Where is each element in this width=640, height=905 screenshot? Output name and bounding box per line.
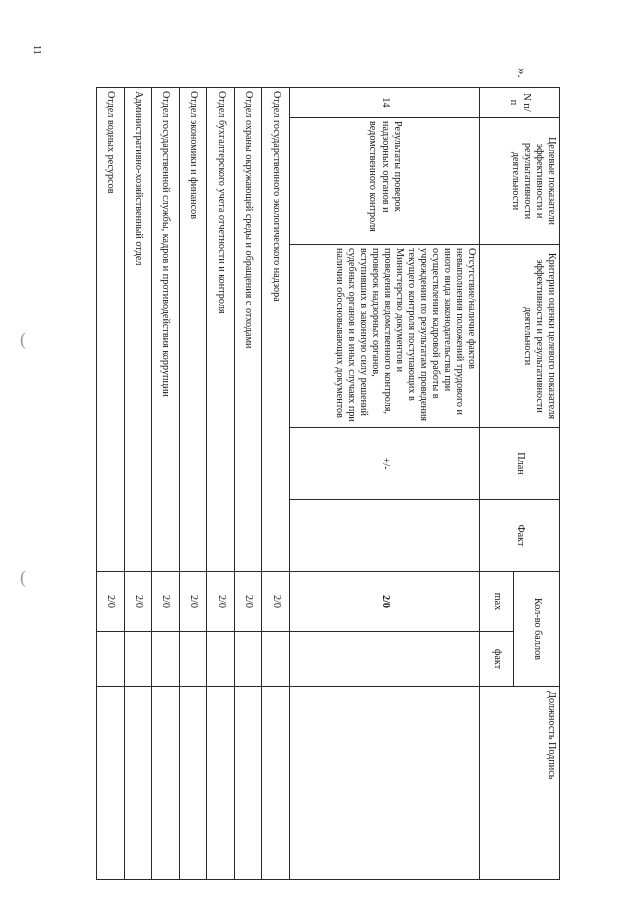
department-fact — [152, 632, 180, 687]
department-signature — [124, 687, 152, 880]
table-row — [97, 88, 125, 880]
header-points: Кол-во баллов — [514, 572, 560, 687]
department-name: Отдел экономики и финансов — [179, 88, 207, 572]
department-max: 2/0 — [207, 572, 235, 632]
department-name: Отдел государственной службы, кадров и противодействия коррупции — [152, 88, 180, 572]
header-plan: План — [480, 428, 560, 500]
table-row — [290, 88, 480, 880]
fact-points-cell — [290, 632, 480, 687]
table-row — [152, 88, 180, 880]
indicator-cell: Результаты проверок надзорных органов и ведомственного контроля — [290, 118, 480, 245]
page-number: 11 — [31, 45, 42, 55]
department-max: 2/0 — [234, 572, 262, 632]
scan-speck: ( — [20, 567, 26, 587]
department-fact — [207, 632, 235, 687]
department-max: 2/0 — [97, 572, 125, 632]
header-fact: Факт — [480, 500, 560, 572]
department-max: 2/0 — [124, 572, 152, 632]
department-signature — [262, 687, 290, 880]
department-fact — [97, 632, 125, 687]
table-row — [179, 88, 207, 880]
department-signature — [234, 687, 262, 880]
department-fact — [262, 632, 290, 687]
department-name: Отдел бухгалтерского учета отчетности и контроля — [207, 88, 235, 572]
department-name: Отдел водных ресурсов — [97, 88, 125, 572]
evaluation-table — [96, 87, 560, 880]
header-signature: Должность Подпись — [480, 687, 560, 880]
department-signature — [207, 687, 235, 880]
header-criteria: Критерии оценки целевого показателя эффективности и результативности деятельности — [480, 245, 560, 428]
max-points-cell: 2/0 — [290, 572, 480, 632]
header-fact-points: факт — [480, 632, 514, 687]
department-signature — [97, 687, 125, 880]
table-row — [234, 88, 262, 880]
header-indicators: Целевые показатели эффективности и результативности деятельности — [480, 118, 560, 245]
department-fact — [234, 632, 262, 687]
criteria-cell: Отсутствие/наличие фактов невыполнения положений трудового и иного вида законодательства при осуществлении кадровой работы в учреждении по результатам проведения текущего контроля поступающих в Министерство документов и проведения ведомственного контроля, проверок надзорных органов, вступивших в законную силу решений судебных органов и в иных случаях при наличии обосновывающих документов — [290, 245, 480, 428]
department-max: 2/0 — [152, 572, 180, 632]
department-max: 2/0 — [179, 572, 207, 632]
department-fact — [124, 632, 152, 687]
plan-cell: +/- — [290, 428, 480, 500]
header-num: N п/п — [480, 88, 560, 118]
fact-cell — [290, 500, 480, 572]
department-name: Отдел охраны окружающей среды и обращения с отходами — [234, 88, 262, 572]
table-row — [124, 88, 152, 880]
department-max: 2/0 — [262, 572, 290, 632]
department-signature — [179, 687, 207, 880]
table-row — [262, 88, 290, 880]
department-name: Административно-хозяйственный отдел — [124, 88, 152, 572]
closing-quote-mark: ». — [515, 68, 530, 78]
rotated-table-container — [96, 87, 560, 879]
scan-speck: ( — [20, 329, 26, 349]
department-fact — [179, 632, 207, 687]
table-row — [207, 88, 235, 880]
header-max: max — [480, 572, 514, 632]
department-name: Отдел государственного экологического надзора — [262, 88, 290, 572]
signature-cell — [290, 687, 480, 880]
row-number: 14 — [290, 88, 480, 118]
department-signature — [152, 687, 180, 880]
